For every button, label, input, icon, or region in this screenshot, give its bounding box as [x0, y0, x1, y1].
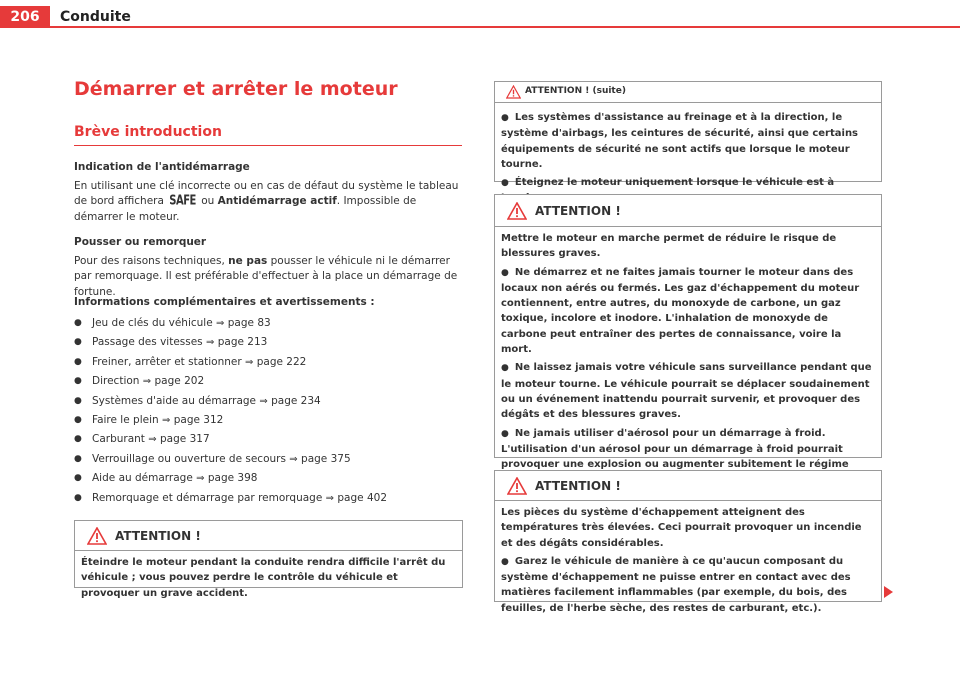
arrow-icon: ⇒: [325, 492, 335, 504]
page-number: 206: [0, 6, 50, 28]
warning-body: [495, 227, 881, 492]
immobilizer-text: En utilisant une clé incorrecte ou en cas de défaut du système le tableau de bord affichera SAFE ou Antidémarrage actif. Impossible de démarrer le moteur.: [74, 179, 459, 223]
warning-body: [495, 501, 881, 620]
warning-bullet: ● Ne laissez jamais votre véhicule sans surveillance pendant que le moteur tourne. Le véhicule pourrait se déplacer soudainement ou un événement inattendu pourrait survenir, et provoquer des dégâts et des blessures graves.: [501, 360, 873, 422]
header-rule: [50, 26, 960, 28]
safe-symbol-icon: SAFE: [169, 194, 196, 209]
list-item[interactable]: ● Faire le plein ⇒ page 312: [74, 411, 466, 430]
arrow-icon: ⇒: [289, 453, 298, 465]
warning-triangle-icon: [87, 527, 107, 545]
towing-heading: Pousser ou remorquer: [74, 236, 207, 248]
list-item[interactable]: ● Systèmes d'aide au démarrage ⇒ page 234: [74, 392, 466, 411]
warning-bullet: ● Les systèmes d'assistance au freinage et à la direction, le système d'airbags, les ceintures de sécurité, ainsi que certains équipements de sécurité ne sont actifs que lorsque le moteur tourne.: [501, 110, 873, 172]
arrow-icon: ⇒: [148, 434, 157, 446]
page-header: [0, 0, 960, 28]
list-item[interactable]: ● Aide au démarrage ⇒ page 398: [74, 469, 466, 488]
list-item[interactable]: ● Passage des vitesses ⇒ page 213: [74, 333, 466, 352]
info-heading: Informations complémentaires et avertissements :: [74, 296, 375, 308]
list-item[interactable]: ● Direction ⇒ page 202: [74, 372, 466, 391]
warning-header: [495, 82, 881, 103]
warning-box-exhaust: [494, 470, 882, 614]
warning-intro: Mettre le moteur en marche permet de réduire le risque de blessures graves.: [501, 233, 837, 260]
warning-box-engine-off: [74, 520, 463, 599]
warning-bullet: ● Éteignez le moteur uniquement lorsque le véhicule est à: [501, 175, 873, 207]
warning-title: ATTENTION ! (suite): [525, 86, 626, 96]
list-item[interactable]: ● Verrouillage ou ouverture de secours ⇒ page 375: [74, 450, 466, 469]
warning-bullet: ● Garez le véhicule de manière à ce qu'aucun composant du système d'échappement ne puisse entrer en contact avec des matières facilement inflammables (par exemple, du bois, des feuilles, de l'herbe sèche, des restes de carburant, etc.).: [501, 554, 873, 616]
list-item[interactable]: ● Jeu de clés du véhicule ⇒ page 83: [74, 314, 466, 333]
warning-title: ATTENTION !: [535, 479, 621, 493]
arrow-icon: ⇒: [206, 337, 215, 349]
arrow-icon: ⇒: [245, 356, 254, 368]
immobilizer-heading: Indication de l'antidémarrage: [74, 161, 250, 173]
warning-intro: Les pièces du système d'échappement atteignent des températures très élevées. Ceci pourrait provoquer un incendie et des dégâts considérables.: [501, 507, 862, 549]
towing-section: [74, 235, 466, 300]
warning-box-engine: [494, 194, 882, 471]
next-page-arrow-icon[interactable]: [884, 586, 893, 598]
list-item[interactable]: ● Carburant ⇒ page 317: [74, 430, 466, 449]
immobilizer-section: [74, 160, 466, 225]
page-title: Démarrer et arrêter le moteur: [74, 78, 398, 100]
towing-text: Pour des raisons techniques, ne pas pousser le véhicule ni le démarrer par remorquage. Il est préférable d'effectuer à la place un démarrage de fortune.: [74, 254, 458, 298]
section-subtitle: Brève introduction: [74, 124, 222, 140]
list-item[interactable]: ● Remorquage et démarrage par remorquage ⇒ page 402: [74, 489, 466, 508]
warning-bullet: ● Ne démarrez et ne faites jamais tourner le moteur dans des locaux non aérés ou fermés. Les gaz d'échappement du moteur contiennent, entre autres, du monoxyde de carbone, un gaz toxique, incolore et inodore. L'inhalation de monoxyde de carbone peut entraîner des pertes de connaissance, voire la mort.: [501, 265, 873, 358]
warning-body: [75, 551, 462, 605]
warning-triangle-icon: [507, 477, 527, 495]
subtitle-rule: [74, 145, 462, 146]
warning-bullet: ● Ne jamais utiliser d'aérosol pour un démarrage à froid. L'utilisation d'un aérosol pour un démarrage à froid pourrait provoquer une explosion ou augmenter subitement le régime: [501, 426, 873, 488]
arrow-icon: ⇒: [259, 395, 268, 407]
reference-list: [74, 314, 466, 508]
arrow-icon: ⇒: [142, 376, 152, 388]
warning-text: Éteindre le moteur pendant la conduite rendra difficile l'arrêt du véhicule ; vous pouvez perdre le contrôle du véhicule et provoquer un grave accident.: [81, 557, 446, 599]
warning-box-continued: [494, 81, 882, 189]
warning-header: [75, 521, 462, 551]
arrow-icon: ⇒: [216, 318, 225, 329]
chapter-title: Conduite: [60, 9, 131, 25]
warning-title: ATTENTION !: [115, 529, 201, 543]
list-item[interactable]: ● Freiner, arrêter et stationner ⇒ page 222: [74, 353, 466, 372]
arrow-icon: ⇒: [196, 473, 205, 485]
warning-header: [495, 471, 881, 501]
warning-triangle-icon: [506, 85, 521, 99]
warning-title: ATTENTION !: [535, 204, 621, 218]
arrow-icon: ⇒: [161, 414, 171, 426]
warning-header: [495, 195, 881, 227]
warning-triangle-icon: [507, 202, 527, 220]
